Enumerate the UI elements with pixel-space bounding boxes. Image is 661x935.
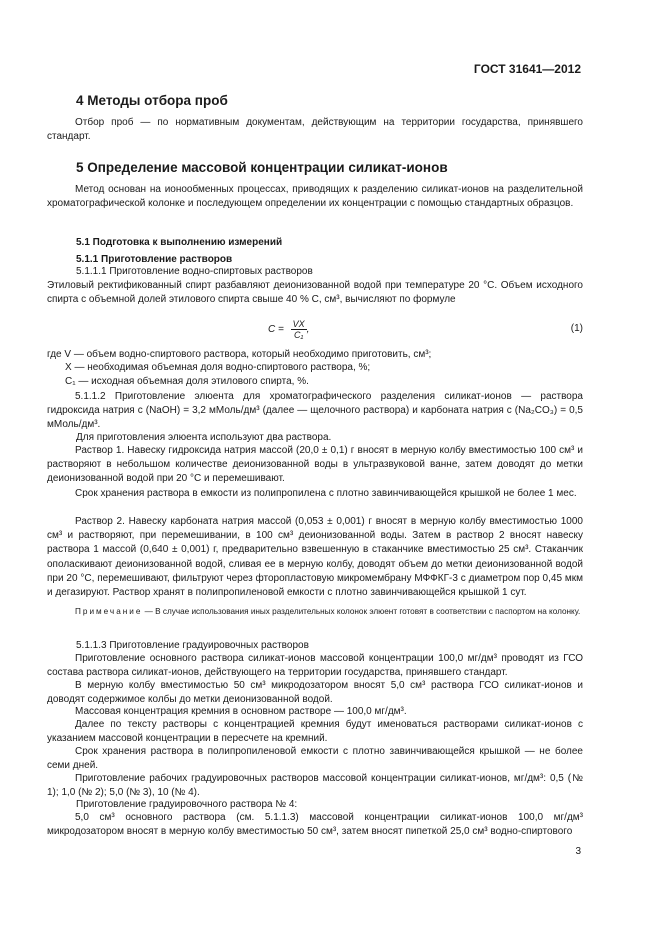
storage-1-paragraph: Срок хранения раствора в емкости из полипропилена с плотно завинчивающейся крышкой не более 1 мес.: [75, 488, 577, 499]
formula-denominator: C₁: [293, 330, 304, 340]
where-v: где V — объем водно-спиртового раствора, который необходимо приготовить, см³;: [47, 349, 432, 360]
note-label: Примечание: [75, 607, 143, 616]
storage-2-paragraph: Срок хранения раствора в полипропиленовой емкости с плотно завинчивающейся крышкой — не более семи дней.: [47, 746, 583, 772]
section-5-intro: Метод основан на ионообменных процессах, приводящих к разделению силикат-ионов на разделительной хроматографической колонке и последующем определении их концентрации с помощью стандартных образцов.: [47, 184, 583, 210]
further-text-paragraph: Далее по тексту растворы с концентрацией кремния будут именоваться растворами силикат-ионов с указанием массовой концентрации в пересчете на кремний.: [47, 719, 583, 745]
solution-4-heading: Приготовление градуировочного раствора № 4:: [76, 799, 298, 810]
subsection-5-1-1-title: 5.1.1 Приготовление растворов: [76, 254, 233, 265]
flask-paragraph: В мерную колбу вместимостью 50 см³ микродозатором вносят 5,0 см³ раствора ГСО силикат-ионов и доводят содержимое колбы до метки деионизованной водой.: [47, 680, 583, 706]
note-text: — В случае использования иных разделительных колонок элюент готовят в соответствии с паспортом на колонку.: [142, 607, 581, 616]
two-solutions-text: Для приготовления элюента используют два раствора.: [76, 432, 332, 443]
section-4-text: Отбор проб — по нормативным документам, действующим на территории государства, принявшего стандарт.: [47, 117, 583, 143]
formula-fraction: [291, 319, 307, 340]
formula-lhs: C =: [268, 324, 284, 336]
section-5-title: 5 Определение массовой концентрации силикат-ионов: [76, 160, 448, 175]
formula-number: (1): [570, 323, 583, 334]
section-4-title: 4 Методы отбора проб: [76, 93, 228, 108]
solution-1-paragraph: Раствор 1. Навеску гидроксида натрия массой (20,0 ± 0,1) г вносят в мерную колбу вместимостью 100 см³ и растворяют в небольшом количестве деионизованной воды в ультразвуковой ванне, затем доводят до метки деионизованной водой при 20 °С и перемешивают.: [47, 445, 583, 485]
subsection-5-1-title: 5.1 Подготовка к выполнению измерений: [76, 237, 283, 248]
formula-1: [268, 319, 309, 340]
formula-tail: ,: [306, 324, 310, 336]
ethanol-paragraph: Этиловый ректификованный спирт разбавляют деионизованной водой при температуре 20 °С. Объем исходного спирта с объемной долей этилового спирта свыше 40 % C, см³, вычисляют по формуле: [47, 280, 583, 306]
document-code: ГОСТ 31641—2012: [473, 62, 581, 76]
page-number: 3: [575, 846, 581, 857]
main-solution-paragraph: Приготовление основного раствора силикат-ионов массовой концентрации 100,0 мг/дм³ проводят из ГСО состава раствора силикат-ионов, действующего на территории государства, принявшего стандарт.: [47, 653, 583, 679]
solution-2-paragraph: Раствор 2. Навеску карбоната натрия массой (0,053 ± 0,001) г вносят в мерную колбу вместимостью 1000 см³ и растворяют, при перемешивании, в 100 см³ деионизованной воды. Затем в раствор 2 вносят навеску раствора 1 массой (0,640 ± 0,001) г, предварительно взвешенную в стаканчике вместимостью 25 см³. Стаканчик ополаскивают деионизованной водой, сливая ее в мерную колбу, доводят объем до метки деионизованной водой при 20 °С, перемешивают, фильтруют через фторопластовую микромембрану МФФКГ-3 с диаметром пор 0,45 мкм и дегазируют. Раствор хранят в полипропиленовой емкости с плотно завинчивающейся крышкой 1 сут.: [47, 516, 583, 599]
subsection-5-1-1-3-title: 5.1.1.3 Приготовление градуировочных растворов: [76, 640, 309, 651]
note: [47, 606, 583, 619]
paragraph-5-1-1-2: 5.1.1.2 Приготовление элюента для хроматографического разделения силикат-ионов — раствора гидроксида натрия c (NaOH) = 3,2 мМоль/дм³ (далее — щелочного раствора) и карбоната натрия c (Na₂CO₃) = 0,5 мМоль/дм³.: [47, 391, 583, 431]
working-solutions-paragraph: Приготовление рабочих градуировочных растворов массовой концентрации силикат-ионов, мг/дм³: 0,5 (№ 1); 1,0 (№ 2); 5,0 (№ 3), 10 (№ 4).: [47, 773, 583, 799]
where-x: X — необходимая объемная доля водно-спиртового раствора, %;: [65, 362, 371, 373]
silicon-mass-paragraph: Массовая концентрация кремния в основном растворе — 100,0 мг/дм³.: [75, 706, 407, 717]
last-paragraph: 5,0 см³ основного раствора (см. 5.1.1.3) массовой концентрации силикат-ионов 100,0 мг/дм³ микродозатором вносят в мерную колбу вместимостью 50 см³, затем вносят пипеткой 25,0 см³ водно-спиртового: [47, 812, 583, 838]
formula-numerator: VX: [292, 319, 305, 329]
where-c1: C₁ — исходная объемная доля этилового спирта, %.: [65, 376, 309, 387]
subsection-5-1-1-1-title: 5.1.1.1 Приготовление водно-спиртовых растворов: [76, 266, 313, 277]
